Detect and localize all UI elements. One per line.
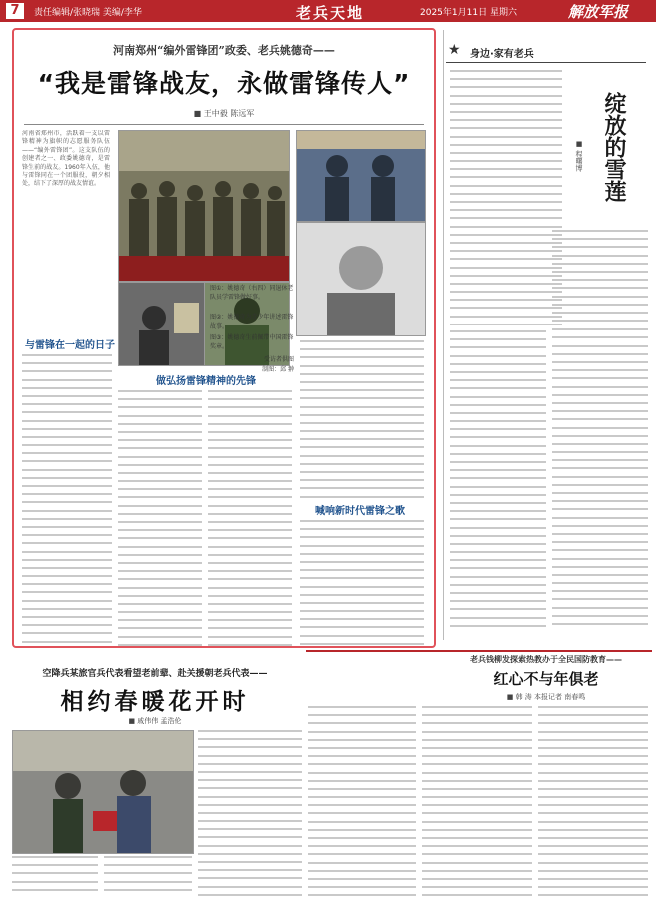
article2-byline: ■ 韩 涛 本报记者 南春鸣	[506, 693, 586, 701]
star-icon: ★	[448, 42, 461, 58]
article2-col-3	[538, 706, 648, 896]
sidebar-section-title: 身边·家有老兵	[470, 49, 534, 60]
photo-portrait-yao	[296, 222, 426, 336]
essay-author: ■ 程曙博	[575, 140, 583, 172]
feature-byline: ■ 王中毅 陈远军	[193, 109, 255, 118]
body-column-5	[300, 520, 424, 646]
article2-col-1	[308, 706, 416, 896]
photo-talk	[118, 282, 205, 366]
article3-col-2	[12, 856, 98, 896]
column-divider	[443, 30, 444, 640]
photo-group-volunteers-image	[119, 131, 289, 281]
article2-title[interactable]: 红心不与年俱老	[493, 670, 599, 688]
sidebar-text-2	[450, 330, 546, 630]
feature-kicker: 河南郑州“编外雷锋团”政委、老兵姚德奇——	[113, 44, 335, 57]
body-column-2	[118, 390, 202, 646]
essay-title[interactable]: 绽放的雪莲	[601, 92, 627, 202]
article2-col-2	[422, 706, 532, 896]
divider	[24, 124, 424, 125]
red-divider	[306, 650, 652, 652]
sidebar-text-1	[450, 70, 562, 325]
article3-kicker: 空降兵某旅官兵代表看望老前辈、赴关援朝老兵代表——	[42, 669, 268, 679]
subhead-new-era: 喊响新时代雷锋之歌	[315, 506, 405, 517]
caption-3: 图③：姚德奇生前佩带中国雷锋奖章。	[210, 334, 294, 350]
photo-award-ceremony	[296, 130, 426, 222]
intro-text: 河南省郑州市，活跃着一支以雷锋精神为旗帜的志愿服务队伍——“编外雷锋团”。这支队伍的创建者之一、政委姚德奇，是雷锋生前的战友。1960年入伍，他与雷锋同在一个团服役，朝夕相处，结下了深厚的战友情谊。	[22, 130, 110, 188]
article2-kicker: 老兵钱柳发探索热教办于全民国防教育——	[470, 655, 622, 664]
feature-headline[interactable]: “我是雷锋战友，永做雷锋传人”	[37, 69, 411, 98]
caption-2: 图②：姚德奇为青少年讲述雷锋故事。	[210, 314, 294, 330]
section-title: 老兵天地	[295, 4, 364, 22]
article3-col-1	[198, 730, 302, 896]
issue-date: 2025年1月11日 星期六	[420, 8, 517, 18]
subhead-with-leifeng: 与雷锋在一起的日子	[25, 340, 115, 351]
subhead-pioneer: 做弘扬雷锋精神的先锋	[156, 376, 256, 387]
photo-visit	[12, 730, 194, 854]
sidebar-divider	[446, 62, 646, 63]
photo-group-volunteers	[118, 130, 290, 282]
feature-article-box[interactable]	[12, 28, 436, 648]
caption-1: 图①：姚德奇（右四）同退休老队员学雷锋做好事。	[210, 285, 294, 301]
article3-col-3	[104, 856, 192, 896]
body-column-1	[22, 354, 112, 644]
article3-title[interactable]: 相约春暖花开时	[60, 689, 250, 715]
caption-credit: 受访者供图	[263, 356, 294, 363]
newspaper-logo: 解放军报	[568, 3, 629, 21]
body-column-4	[300, 340, 424, 498]
editor-credit: 责任编辑/张晓瑞 美编/李华	[34, 8, 142, 18]
page-number: 7	[6, 3, 24, 19]
article3-byline: ■ 戚伟伟 孟浩伦	[128, 717, 182, 725]
caption-editor: 制图：邱 翀	[262, 366, 294, 373]
sidebar-text-3	[552, 230, 648, 630]
body-column-3	[208, 390, 292, 646]
